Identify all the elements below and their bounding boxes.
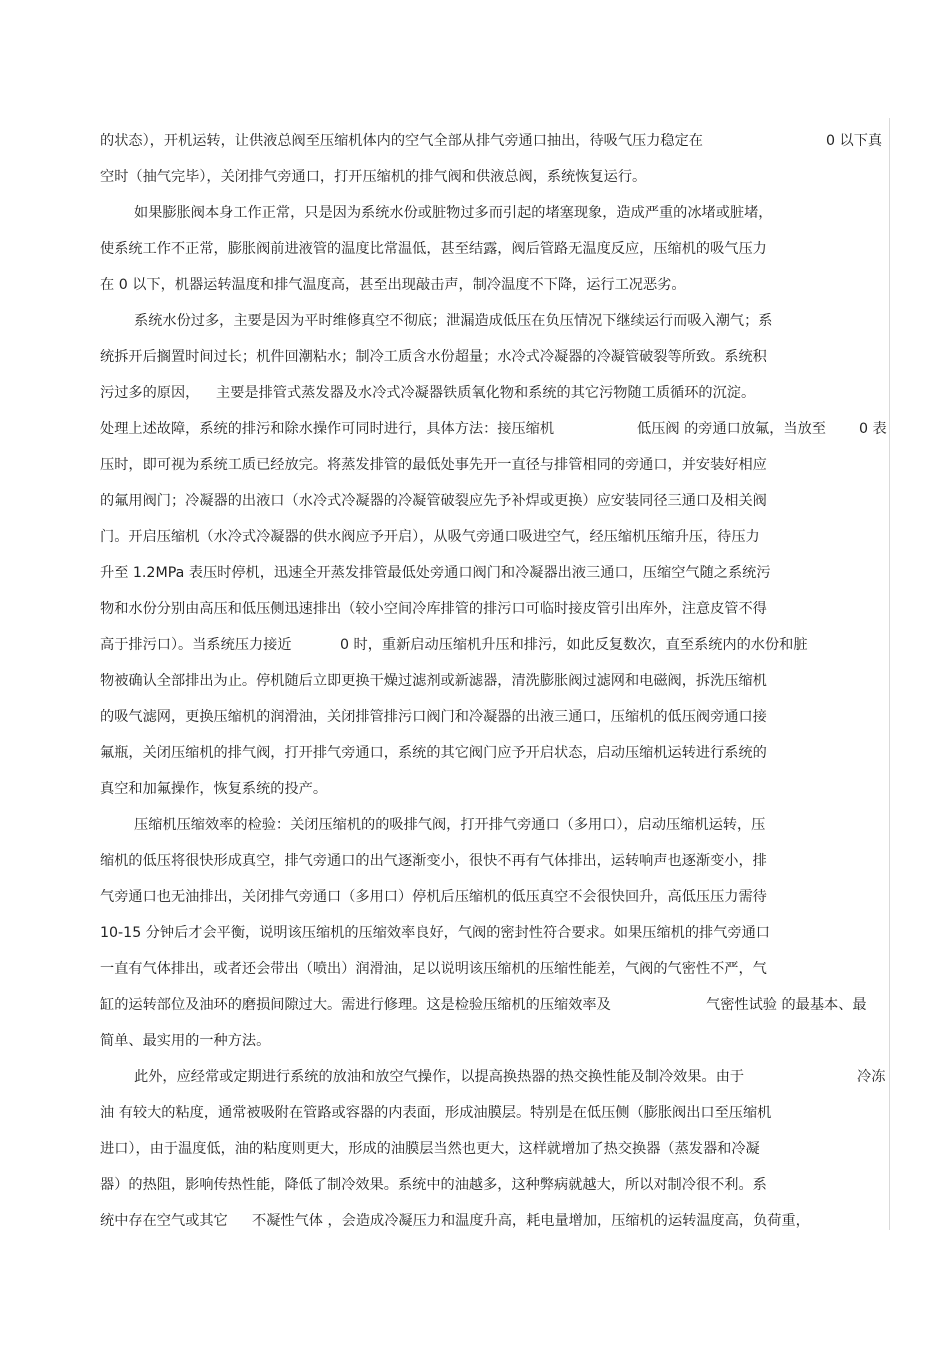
paragraph-start: 压缩机压缩效率的检验：关闭压缩机的的吸排气阀，打开排气旁通口（多用口），启动压缩机运转，压 (134, 817, 766, 833)
text-line: 压时，即可视为系统工质已经放完。将蒸发排管的最低处事先开一直径与排管相同的旁通口，并安装好相应 (100, 457, 767, 473)
text-line: 氟瓶，关闭压缩机的排气阀，打开排气旁通口，系统的其它阀门应予开启状态，启动压缩机运转进行系统的 (100, 745, 767, 761)
text-line: 的状态），开机运转，让供液总阀至压缩机体内的空气全部从排气旁通口抽出，待吸气压力稳定在 (100, 133, 703, 149)
text-line: 门。开启压缩机（水冷式冷凝器的供水阀应予开启），从吸气旁通口吸进空气，经压缩机压缩升压，待压力 (100, 529, 760, 545)
text-line: 气旁通口也无油排出，关闭排气旁通口（多用口）停机后压缩机的低压真空不会很快回升，高低压压力需待 (100, 889, 767, 905)
text-line: 缸的运转部位及油环的磨损间隙过大。需进行修理。这是检验压缩机的压缩效率及 (100, 997, 611, 1013)
text-line: 处理上述故障，系统的排污和除水操作可同时进行，具体方法：接压缩机 (100, 421, 555, 437)
text-line: 统中存在空气或其它 (100, 1213, 228, 1229)
text-line: 油 有较大的粘度，通常被吸附在管路或容器的内表面，形成油膜层。特别是在低压侧（膨胀阀出口至压缩机 (100, 1105, 772, 1121)
text-line: 的氟用阀门；冷凝器的出液口（水冷式冷凝器的冷凝管破裂应先予补焊或更换）应安装同径三通口及相关阀 (100, 493, 767, 509)
text-line: 0 表 (859, 421, 887, 437)
paragraph-start: 如果膨胀阀本身工作正常，只是因为系统水份或脏物过多而引起的堵塞现象，造成严重的冰堵或脏堵， (134, 205, 773, 221)
text-line: 0 时，重新启动压缩机升压和排污，如此反复数次，直至系统内的水份和脏 (340, 637, 808, 653)
right-margin-rule (889, 118, 890, 1230)
text-line: 0 以下真 (826, 133, 883, 149)
text-line: 物被确认全部排出为止。停机随后立即更换干燥过滤剂或新滤器，清洗膨胀阀过滤网和电磁阀，拆洗压缩机 (100, 673, 767, 689)
text-line: 污过多的原因， (100, 385, 200, 401)
text-line: 在 0 以下，机器运转温度和排气温度高，甚至出现敲击声，制冷温度不下降，运行工况恶劣。 (100, 277, 686, 293)
text-line: 一直有气体排出，或者还会带出（喷出）润滑油，足以说明该压缩机的压缩性能差，气阀的气密性不严，气 (100, 961, 767, 977)
text-line: 空时（抽气完毕），关闭排气旁通口，打开压缩机的排气阀和供液总阀，系统恢复运行。 (100, 169, 647, 185)
text-line: 升至 1.2MPa 表压时停机，迅速全开蒸发排管最低处旁通口阀门和冷凝器出液三通口，压缩空气随之系统污 (100, 565, 771, 581)
text-line: 器）的热阻，影响传热性能，降低了制冷效果。系统中的油越多，这种弊病就越大，所以对制冷很不利。系 (100, 1177, 767, 1193)
text-line: 物和水份分别由高压和低压侧迅速排出（较小空间冷库排管的排污口可临时接皮管引出库外，注意皮管不得 (100, 601, 767, 617)
paragraph-start: 此外，应经常或定期进行系统的放油和放空气操作，以提高换热器的热交换性能及制冷效果。由于 (134, 1069, 745, 1085)
text-line: 使系统工作不正常，膨胀阀前进液管的温度比常温低，甚至结露，阀后管路无温度反应，压缩机的吸气压力 (100, 241, 767, 257)
text-line: 统拆开后搁置时间过长；机件回潮粘水；制冷工质含水份超量；水冷式冷凝器的冷凝管破裂等所致。系统积 (100, 349, 767, 365)
text-line: 气密性试验 的最基本、最 (706, 997, 867, 1013)
text-line: 缩机的低压将很快形成真空，排气旁通口的出气逐渐变小，很快不再有气体排出，运转响声也逐渐变小，排 (100, 853, 767, 869)
text-line: 低压阀 的旁通口放氟，当放至 (637, 421, 826, 437)
text-line: 的吸气滤网，更换压缩机的润滑油，关闭排管排污口阀门和冷凝器的出液三通口，压缩机的低压阀旁通口接 (100, 709, 767, 725)
text-line: 主要是排管式蒸发器及水冷式冷凝器铁质氧化物和系统的其它污物随工质循环的沉淀。 (216, 385, 756, 401)
paragraph-start: 系统水份过多，主要是因为平时维修真空不彻底；泄漏造成低压在负压情况下继续运行而吸入潮气；系 (134, 313, 773, 329)
text-line: 冷冻 (857, 1069, 886, 1085)
text-line: 简单、最实用的一种方法。 (100, 1033, 271, 1049)
text-line: 进口），由于温度低，油的粘度则更大，形成的油膜层当然也更大，这样就增加了热交换器（蒸发器和冷凝 (100, 1141, 760, 1157)
text-line: 高于排污口）。当系统压力接近 (100, 637, 292, 653)
text-line: 不凝性气体 ，会造成冷凝压力和温度升高，耗电量增加，压缩机的运转温度高，负荷重， (252, 1213, 810, 1229)
text-line: 真空和加氟操作，恢复系统的投产。 (100, 781, 328, 797)
text-line: 10-15 分钟后才会平衡，说明该压缩机的压缩效率良好，气阀的密封性符合要求。如果压缩机的排气旁通口 (100, 925, 770, 941)
